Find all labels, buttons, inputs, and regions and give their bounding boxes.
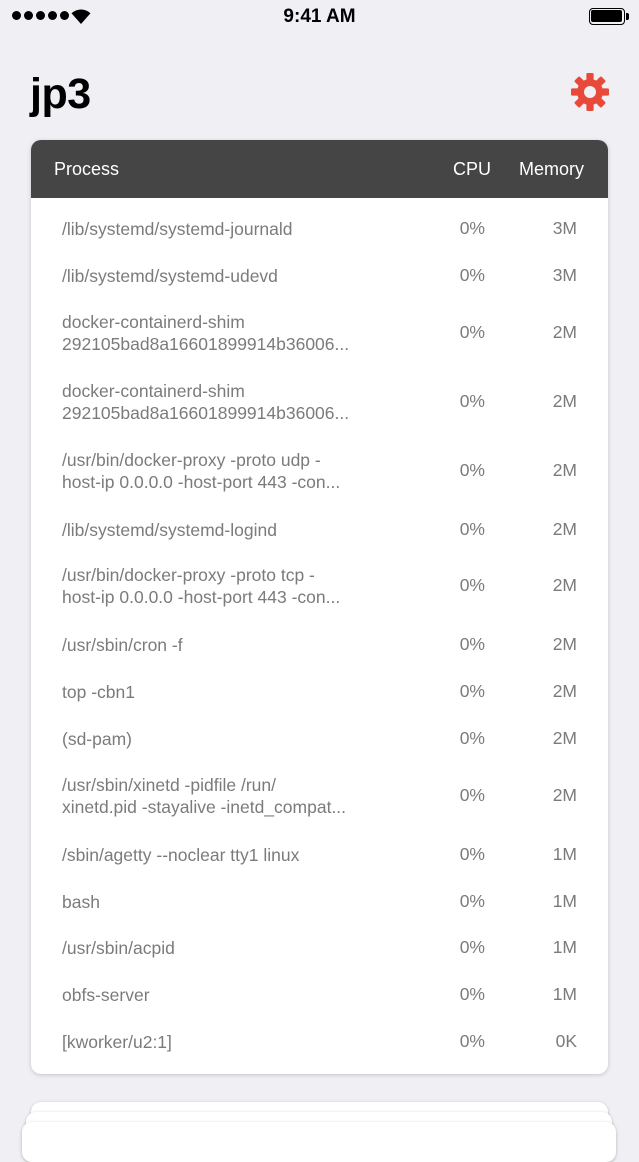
process-name — [62, 449, 392, 493]
process-name — [62, 564, 392, 608]
process-name-line: 292105bad8a16601899914b36006... — [62, 402, 350, 423]
process-cpu: 0% — [459, 459, 485, 480]
table-row[interactable] — [31, 1018, 608, 1065]
process-table — [31, 140, 608, 1074]
process-name-line: docker-containerd-shim — [62, 311, 245, 332]
column-header-memory: Memory — [518, 159, 584, 179]
status-bar — [0, 0, 639, 34]
process-cpu: 0% — [459, 575, 485, 596]
table-header — [31, 140, 608, 198]
process-name-line: /usr/sbin/xinetd -pidfile /run/ — [62, 774, 276, 795]
process-name-line: (sd-pam) — [62, 728, 133, 749]
process-cpu: 0% — [459, 1030, 485, 1051]
column-header-process: Process — [54, 159, 120, 179]
process-cpu: 0% — [459, 321, 485, 342]
process-memory: 2M — [552, 459, 577, 480]
process-name-line: 292105bad8a16601899914b36006... — [62, 333, 350, 354]
process-cpu: 0% — [459, 390, 485, 411]
process-name — [62, 774, 392, 818]
page-title: jp3 — [30, 70, 91, 118]
process-name — [62, 634, 392, 656]
process-name-line: obfs-server — [62, 985, 150, 1006]
table-row[interactable] — [31, 368, 608, 437]
table-row[interactable] — [31, 668, 608, 715]
process-memory: 2M — [552, 784, 577, 805]
process-name-line: /usr/sbin/acpid — [62, 938, 175, 959]
process-memory: 2M — [552, 518, 577, 539]
process-memory: 2M — [552, 727, 577, 748]
process-cpu: 0% — [459, 890, 485, 911]
process-cpu: 0% — [459, 264, 485, 285]
process-name — [62, 681, 392, 703]
table-row[interactable] — [31, 715, 608, 762]
column-header-cpu: CPU — [453, 159, 492, 179]
process-cpu: 0% — [459, 681, 485, 702]
process-name — [62, 380, 392, 424]
process-name-line: host-ip 0.0.0.0 -host-port 443 -con... — [62, 587, 341, 608]
process-memory: 1M — [552, 937, 577, 958]
process-cpu: 0% — [459, 784, 485, 805]
process-name — [62, 265, 392, 287]
process-name-line: docker-containerd-shim — [62, 380, 245, 401]
stacked-card[interactable] — [22, 1122, 616, 1162]
process-name — [62, 519, 392, 541]
process-memory: 2M — [552, 390, 577, 411]
process-name-line: /lib/systemd/systemd-logind — [62, 519, 277, 540]
process-memory: 2M — [552, 321, 577, 342]
process-memory: 2M — [552, 575, 577, 596]
process-name — [62, 218, 392, 240]
process-memory: 3M — [552, 218, 577, 238]
process-cpu: 0% — [459, 843, 485, 864]
table-row[interactable] — [31, 252, 608, 299]
process-name-line: /usr/sbin/cron -f — [62, 635, 183, 656]
table-row[interactable] — [31, 552, 608, 621]
process-memory: 0K — [555, 1030, 577, 1051]
process-cpu: 0% — [459, 218, 485, 238]
table-row[interactable] — [31, 971, 608, 1018]
process-name-line: /lib/systemd/systemd-journald — [62, 219, 293, 239]
process-cpu: 0% — [459, 984, 485, 1005]
table-row[interactable] — [31, 299, 608, 368]
process-memory: 1M — [552, 890, 577, 911]
process-cpu: 0% — [459, 937, 485, 958]
process-memory: 3M — [552, 264, 577, 285]
process-name-line: top -cbn1 — [62, 682, 135, 703]
process-name-line: host-ip 0.0.0.0 -host-port 443 -con... — [62, 471, 341, 492]
gear-icon[interactable] — [570, 72, 610, 112]
battery-icon — [589, 8, 629, 25]
process-name-line: /usr/bin/docker-proxy -proto udp - — [62, 449, 321, 470]
table-row[interactable] — [31, 506, 608, 553]
process-name — [62, 311, 392, 355]
table-row[interactable] — [31, 205, 608, 252]
process-name-line: bash — [62, 891, 100, 912]
table-row[interactable] — [31, 924, 608, 971]
process-name-line: [kworker/u2:1] — [62, 1031, 172, 1052]
process-cpu: 0% — [459, 634, 485, 655]
process-name — [62, 937, 392, 959]
process-name-line: /sbin/agetty --noclear tty1 linux — [62, 844, 300, 865]
process-name — [62, 728, 392, 750]
process-memory: 1M — [552, 984, 577, 1005]
process-name — [62, 1031, 392, 1053]
table-row[interactable] — [31, 621, 608, 668]
table-row[interactable] — [31, 831, 608, 878]
process-name — [62, 844, 392, 866]
status-time: 9:41 AM — [283, 6, 356, 27]
process-memory: 2M — [552, 681, 577, 702]
process-name — [62, 984, 392, 1006]
process-cpu: 0% — [459, 727, 485, 748]
table-row[interactable] — [31, 878, 608, 925]
process-name-line: xinetd.pid -stayalive -inetd_compat... — [62, 796, 347, 817]
process-list — [31, 198, 608, 1065]
process-name — [62, 891, 392, 913]
process-cpu: 0% — [459, 518, 485, 539]
process-memory: 2M — [552, 634, 577, 655]
process-memory: 1M — [552, 843, 577, 864]
process-name-line: /usr/bin/docker-proxy -proto tcp - — [62, 565, 315, 586]
process-name-line: /lib/systemd/systemd-udevd — [62, 265, 278, 286]
table-row[interactable] — [31, 762, 608, 831]
table-row[interactable] — [31, 437, 608, 506]
